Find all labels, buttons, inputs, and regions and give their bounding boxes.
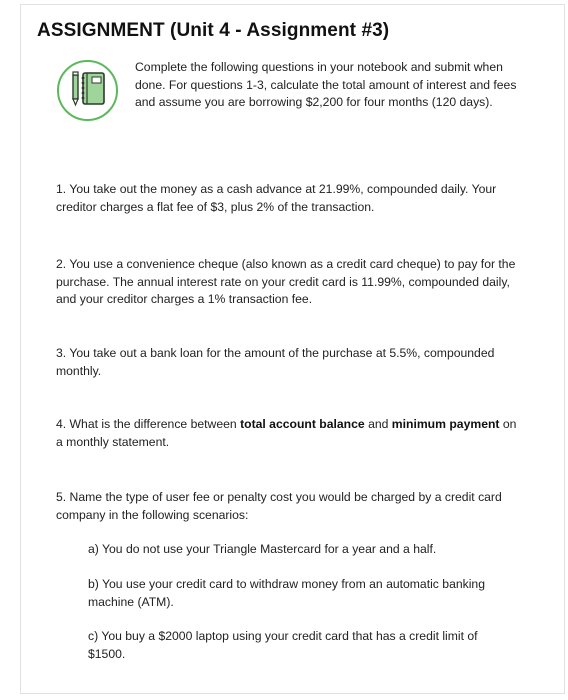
- question-5b: b) You use your credit card to withdraw money from an automatic banking machine (ATM).: [88, 577, 485, 609]
- question-4-text-mid: and: [364, 417, 392, 431]
- question-1: 1. You take out the money as a cash advance at 21.99%, compounded daily. Your creditor charges a flat fee of $3, plus 2% of the transaction.: [56, 182, 497, 214]
- question-4: [56, 416, 526, 451]
- assignment-instructions: Complete the following questions in your notebook and submit when done. For questions 1-3, calculate the total amount of interest and fees and assume you are borrowing $2,200 for four months (120 days).: [135, 60, 517, 109]
- question-5a: a) You do not use your Triangle Mastercard for a year and a half.: [88, 542, 437, 556]
- term-minimum-payment: minimum payment: [391, 417, 500, 431]
- question-5: 5. Name the type of user fee or penalty cost you would be charged by a credit card company in the following scenarios:: [56, 490, 502, 522]
- question-4-text-end: on a monthly statement.: [56, 417, 517, 449]
- notebook-pencil-icon: [56, 59, 119, 122]
- term-total-account-balance: total account balance: [240, 417, 365, 431]
- question-2: 2. You use a convenience cheque (also known as a credit card cheque) to pay for the purchase. The annual interest rate on your credit card is 11.99%, compounded daily, and your creditor charges a 1% transaction fee.: [56, 257, 516, 306]
- question-5c: c) You buy a $2000 laptop using your credit card that has a credit limit of $1500.: [88, 629, 478, 661]
- question-4-text-start: 4. What is the difference between: [56, 417, 241, 431]
- page-title: ASSIGNMENT (Unit 4 - Assignment #3): [37, 20, 390, 41]
- question-3: 3. You take out a bank loan for the amount of the purchase at 5.5%, compounded monthly.: [56, 346, 495, 378]
